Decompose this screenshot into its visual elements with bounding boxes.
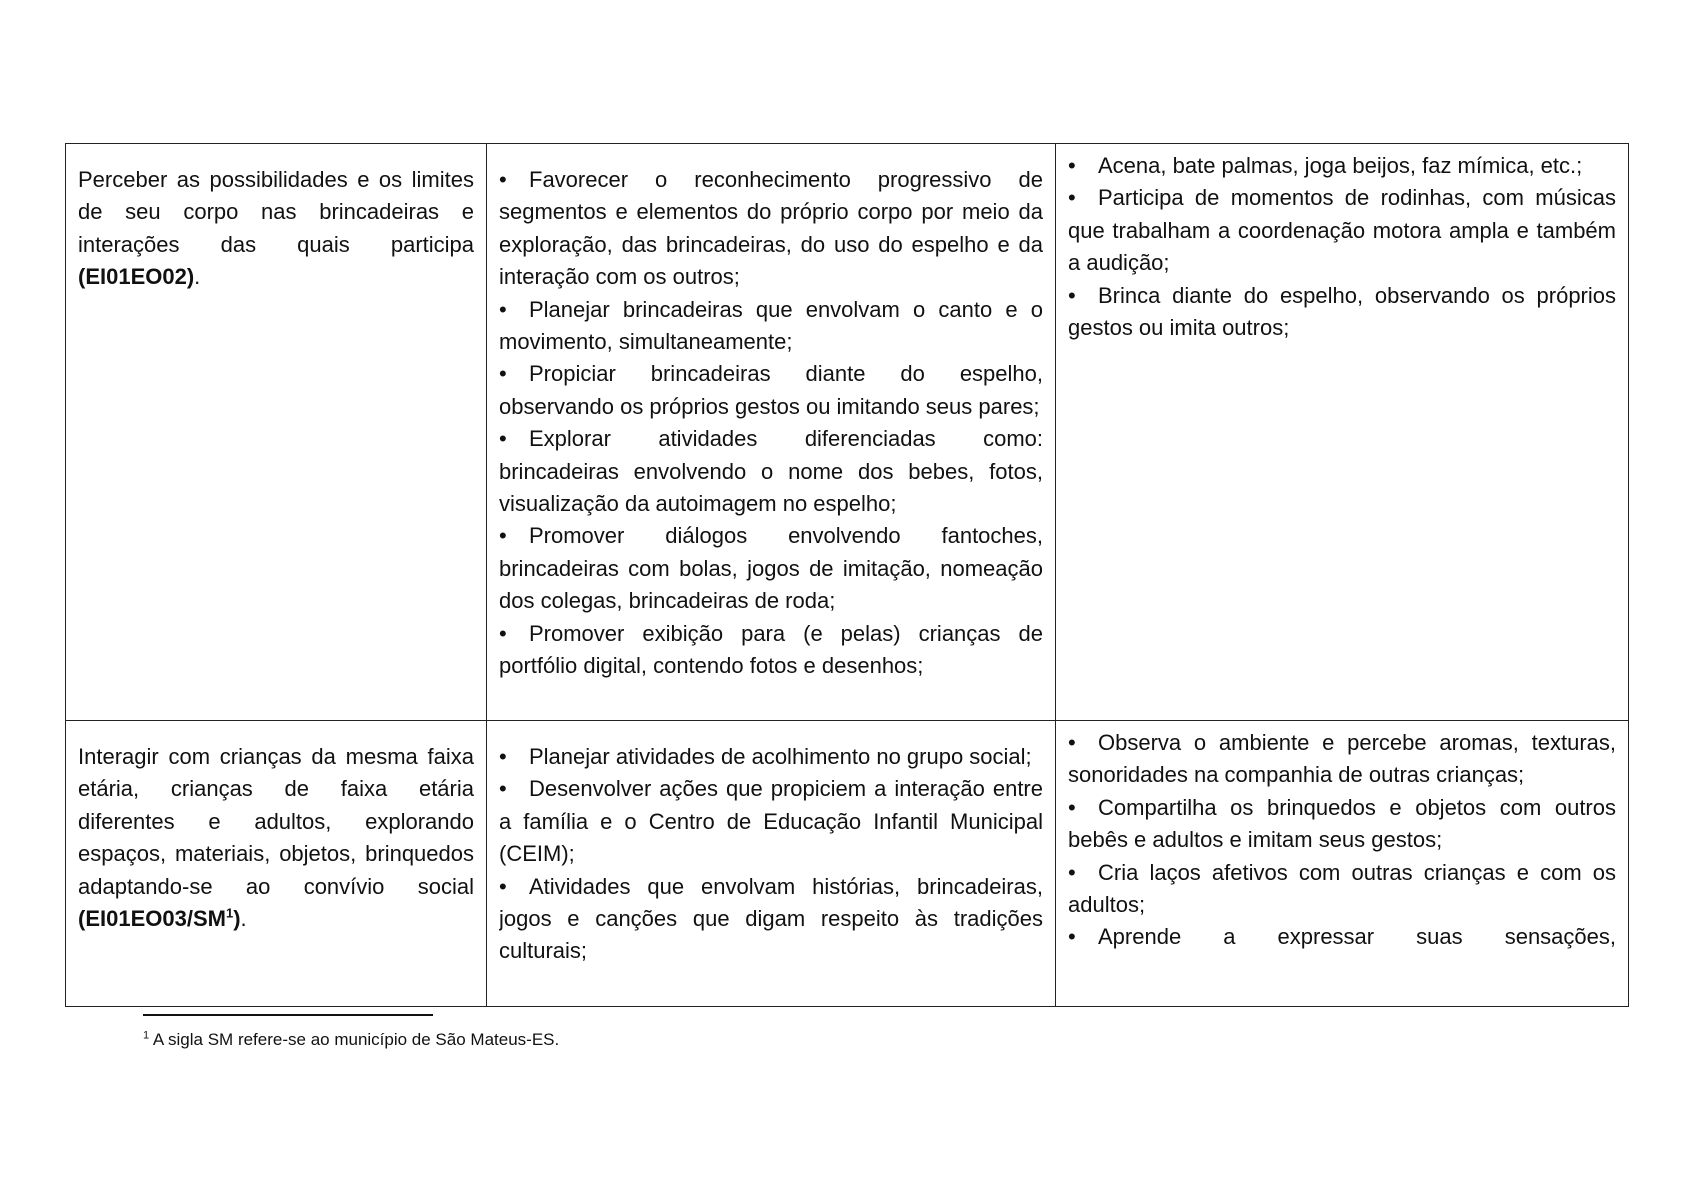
table-row <box>66 144 1629 721</box>
list-item: • Promover diálogos envolvendo fantoches, brincadeiras com bolas, jogos de imitação, nomeação dos colegas, brincadeiras de roda; <box>499 520 1043 617</box>
objective-cell <box>66 144 487 721</box>
objective-end: . <box>240 906 247 932</box>
list-item: • Aprende a expressar suas sensações, <box>1068 921 1616 953</box>
objective-text <box>78 164 474 294</box>
list-item: • Observa o ambiente e percebe aromas, texturas, sonoridades na companhia de outras crianças; <box>1068 727 1616 792</box>
outcomes-cell <box>1056 144 1629 721</box>
list-item: • Propiciar brincadeiras diante do espelho, observando os próprios gestos ou imitando seus pares; <box>499 358 1043 423</box>
objective-body: Perceber as possibilidades e os limites de seu corpo nas brincadeiras e interações das quais participa <box>78 167 474 257</box>
strategies-cell <box>487 721 1056 1007</box>
list-item: • Compartilha os brinquedos e objetos com outros bebês e adultos e imitam seus gestos; <box>1068 792 1616 857</box>
list-item: • Atividades que envolvam histórias, brincadeiras, jogos e canções que digam respeito às tradições culturais; <box>499 871 1043 968</box>
table-row <box>66 721 1629 1007</box>
objective-code-text: (EI01EO03/SM <box>78 906 226 932</box>
list-item: • Planejar brincadeiras que envolvam o canto e o movimento, simultaneamente; <box>499 294 1043 359</box>
curriculum-table <box>65 143 1629 1007</box>
objective-code: (EI01EO02) <box>78 264 195 290</box>
footnote-ref[interactable]: 1 <box>225 905 234 921</box>
objective-code-end: ) <box>233 906 241 932</box>
list-item: • Promover exibição para (e pelas) crianças de portfólio digital, contendo fotos e desenhos; <box>499 618 1043 683</box>
objective-body: Interagir com crianças da mesma faixa etária, crianças de faixa etária diferentes e adultos, explorando espaços, materiais, objetos, brinquedos adaptando-se ao convívio social <box>78 744 474 899</box>
strategies-cell <box>487 144 1056 721</box>
outcomes-cell <box>1056 721 1629 1007</box>
footnote-text: A sigla SM refere-se ao município de São Mateus-ES. <box>149 1030 560 1049</box>
list-item: • Acena, bate palmas, joga beijos, faz mímica, etc.; <box>1068 150 1616 182</box>
list-item: • Planejar atividades de acolhimento no grupo social; <box>499 741 1043 773</box>
list-item: • Participa de momentos de rodinhas, com músicas que trabalham a coordenação motora ampla e também a audição; <box>1068 182 1616 279</box>
list-item: • Explorar atividades diferenciadas como: brincadeiras envolvendo o nome dos bebes, fotos, visualização da autoimagem no espelho; <box>499 423 1043 520</box>
footnote-separator <box>143 1014 433 1016</box>
list-item: • Desenvolver ações que propiciem a interação entre a família e o Centro de Educação Infantil Municipal (CEIM); <box>499 773 1043 870</box>
objective-cell <box>66 721 487 1007</box>
footnote <box>143 1030 559 1050</box>
list-item: • Cria laços afetivos com outras crianças e com os adultos; <box>1068 857 1616 922</box>
objective-end: . <box>194 264 201 290</box>
list-item: • Brinca diante do espelho, observando os próprios gestos ou imita outros; <box>1068 280 1616 345</box>
objective-text <box>78 741 474 935</box>
list-item: • Favorecer o reconhecimento progressivo de segmentos e elementos do próprio corpo por meio da exploração, das brincadeiras, do uso do espelho e da interação com os outros; <box>499 164 1043 294</box>
objective-code <box>78 906 241 931</box>
footnote-number: 1 <box>143 1029 150 1042</box>
